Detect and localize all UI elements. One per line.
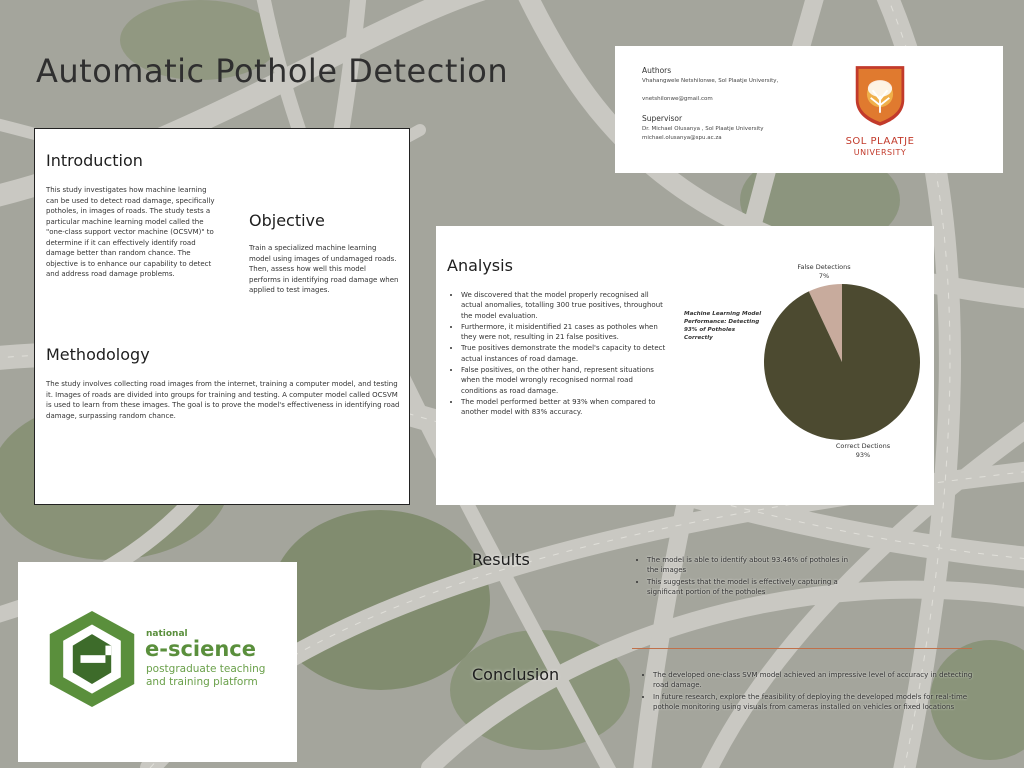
analysis-bullet: • False positives, on the other hand, represent situations when the model wrongly recognised normal road conditions as road damage. [461, 365, 669, 396]
pie-label-correct [820, 442, 906, 460]
escience-logo-panel [18, 562, 297, 762]
pie-slice-correct [764, 284, 920, 440]
chart-title: Machine Learning Model Performance: Detecting 93% of Potholes Correctly [684, 311, 762, 341]
analysis-bullet: • The model performed better at 93% when compared to another model with 83% accuracy. [461, 397, 669, 418]
escience-tagline-2: and training platform [146, 676, 258, 688]
conclusion-bullet: • The developed one-class SVM model achieved an impressive level of accuracy in detecting road damage. [653, 670, 978, 691]
intro-panel [34, 128, 410, 505]
pie-label-false [780, 263, 868, 281]
conclusion-bullet-list [640, 670, 978, 713]
escience-name: e-science [145, 637, 256, 661]
university-shield-logo [852, 62, 908, 128]
analysis-bullet: • True positives demonstrate the model's capacity to detect actual instances of road damage. [461, 343, 669, 364]
university-name-line2: UNIVERSITY [853, 148, 907, 157]
divider-line [632, 648, 972, 649]
results-bullet: • The model is able to identify about 93.46% of potholes in the images [647, 555, 857, 576]
poster-title: Automatic Pothole Detection [36, 52, 509, 90]
supervisor-email: michael.olusanya@spu.ac.za [642, 135, 722, 141]
authors-names: Vhahangwele Netshilonwe, Sol Plaatje University, [642, 78, 779, 84]
results-bullet: • This suggests that the model is effectively capturing a significant portion of the potholes [647, 577, 857, 598]
authors-panel [615, 46, 1003, 173]
conclusion-heading: Conclusion [472, 665, 560, 684]
escience-national: national [146, 629, 188, 639]
results-heading: Results [472, 550, 530, 569]
pie-label-false-name: False Detections [797, 263, 851, 271]
pie-label-false-value: 7% [818, 272, 830, 280]
methodology-heading: Methodology [46, 345, 150, 364]
introduction-text: This study investigates how machine learning can be used to detect road damage, specifically potholes, in images of roads. The study tests a particular machine learning model called the "one-class support vector machine (OCSVM)" to determine if it can effectively identify road damage better than random chance. The objective is to enhance our capability to detect and address road damage problems. [46, 186, 215, 278]
pie-label-correct-value: 93% [855, 451, 871, 459]
university-name-line1: SOL PLAATJE [845, 136, 915, 147]
results-bullet-list [634, 555, 857, 598]
authors-email: vnetshilonwe@gmail.com [642, 96, 713, 102]
supervisor-name: Dr. Michael Olusanya , Sol Plaatje University [642, 126, 764, 132]
analysis-bullet-list [448, 290, 669, 419]
analysis-panel [436, 226, 934, 505]
analysis-bullet: • Furthermore, it misidentified 21 cases as potholes when they were not, resulting in 21 false positives. [461, 322, 669, 343]
objective-text: Train a specialized machine learning model using images of undamaged roads. Then, assess how well this model performs in identifying road damage when applied to test images. [249, 244, 399, 294]
methodology-text: The study involves collecting road images from the internet, training a computer model, and testing it. Images of roads are divided into groups for training and testing. A computer model called OCSVM is used to learn from these images. The goal is to prove the model's effectiveness in identifying road damage, surpassing random chance. [46, 380, 400, 420]
escience-hexagon-logo [44, 607, 140, 713]
analysis-bullet: • We discovered that the model properly recognised all actual anomalies, totalling 300 true positives, throughout the model evaluation. [461, 290, 669, 321]
authors-heading: Authors [642, 66, 672, 75]
introduction-heading: Introduction [46, 151, 143, 170]
analysis-heading: Analysis [447, 256, 513, 275]
objective-heading: Objective [249, 211, 325, 230]
supervisor-heading: Supervisor [642, 114, 683, 123]
escience-tagline-1: postgraduate teaching [146, 663, 266, 675]
conclusion-bullet: • In future research, explore the feasibility of deploying the developed models for real-time pothole monitoring using visuals from cameras installed on vehicles or fixed locations [653, 692, 978, 713]
pie-label-correct-name: Correct Dections [835, 442, 891, 450]
pie-chart [742, 262, 942, 462]
